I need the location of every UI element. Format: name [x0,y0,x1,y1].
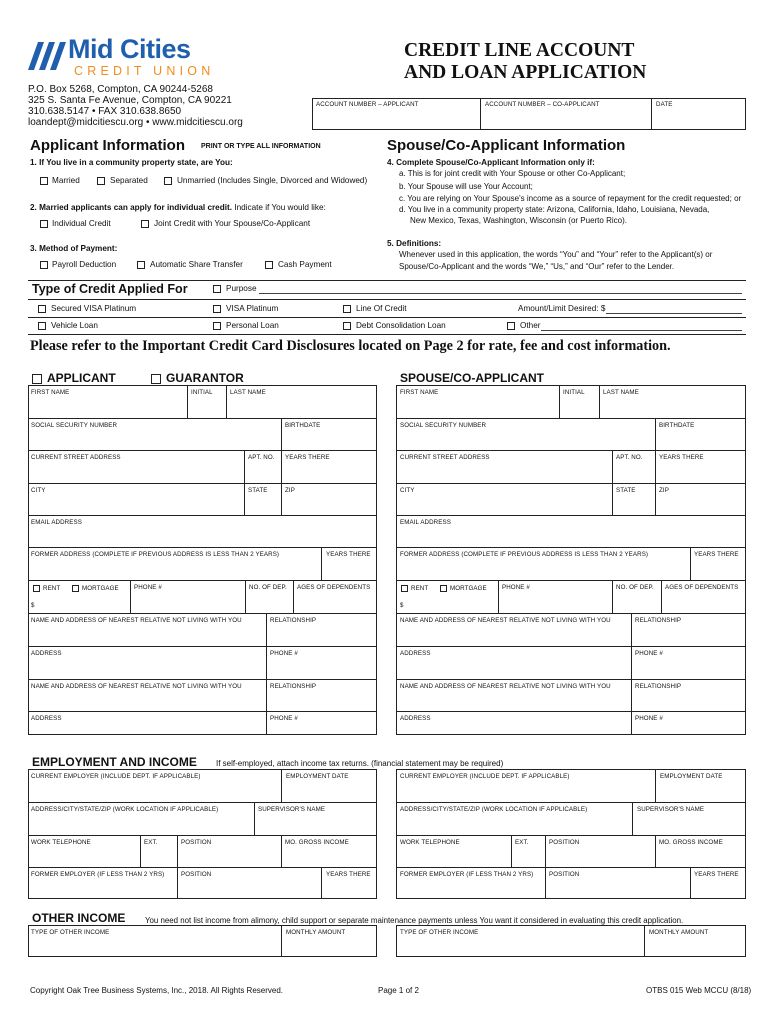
spouse-gross-income-field[interactable]: MO. GROSS INCOME [659,839,723,846]
account-number-coapplicant-field[interactable]: ACCOUNT NUMBER – CO-APPLICANT [485,101,600,108]
applicant-relative1-phone-field[interactable]: PHONE # [270,650,298,657]
visa-platinum-label: VISA Platinum [226,304,279,313]
purpose-checkbox[interactable] [213,285,221,293]
applicant-apt-field[interactable]: APT. NO. [248,454,275,461]
spouse-ages-dep-field[interactable]: AGES OF DEPENDENTS [665,584,739,591]
applicant-information-heading: Applicant Information [30,137,185,154]
question-2-rest: Indicate if You would like: [232,203,326,212]
line-of-credit-checkbox[interactable] [343,305,351,313]
spouse-relative2-address-field[interactable]: ADDRESS [400,715,431,722]
print-note: PRINT OR TYPE ALL INFORMATION [201,143,321,150]
applicant-rent-amount[interactable]: $ [31,602,35,609]
cash-payment-checkbox[interactable] [265,261,273,269]
logo-name: Mid Cities [68,34,191,64]
applicant-checkbox[interactable] [32,374,42,384]
applicant-num-dep-field[interactable]: NO. OF DEP. [249,584,287,591]
spouse-work-address-field[interactable]: ADDRESS/CITY/STATE/ZIP (WORK LOCATION IF APPLICABLE) [400,806,588,813]
guarantor-heading: GUARANTOR [166,371,244,385]
question-4-a: a. This is for joint credit with Your Spouse or other Co-Applicant; [399,169,626,178]
disclosure-notice: Please refer to the Important Credit Card Disclosures located on Page 2 for rate, fee and cost information. [30,338,671,354]
applicant-emp-date-field[interactable]: EMPLOYMENT DATE [286,773,349,780]
applicant-former-address-field[interactable]: FORMER ADDRESS (COMPLETE IF PREVIOUS ADDRESS IS LESS THAN 2 YEARS) [31,551,280,558]
debt-consolidation-label: Debt Consolidation Loan [356,321,446,330]
amount-desired-label: Amount/Limit Desired: $ [518,304,606,313]
payroll-deduction-checkbox[interactable] [40,261,48,269]
spouse-heading: SPOUSE/CO-APPLICANT [400,371,545,385]
applicant-employment-grid [28,769,377,899]
personal-loan-label: Personal Loan [226,321,279,330]
spouse-former-position-field[interactable]: POSITION [549,871,580,878]
spouse-state-field[interactable]: STATE [616,487,636,494]
spouse-relative2-phone-field[interactable]: PHONE # [635,715,663,722]
logo [24,36,234,80]
date-field[interactable]: DATE [656,101,673,108]
other-income-note: You need not list income from alimony, child support or separate maintenance payments unless You want it considered in evaluating this credit application. [145,916,684,925]
applicant-other-income-amount-field[interactable]: MONTHLY AMOUNT [286,929,346,936]
secured-visa-label: Secured VISA Platinum [51,304,137,313]
individual-credit-checkbox[interactable] [40,220,48,228]
email-web: loandept@midcitiescu.org • www.midcitiescu.org [28,117,243,128]
automatic-share-transfer-label: Automatic Share Transfer [150,260,243,269]
definitions-line2: Spouse/Co-Applicant and the words “We,” “Us,” and “Our” refer to the Lender. [399,262,675,271]
other-line[interactable] [541,330,742,331]
spouse-zip-field[interactable]: ZIP [659,487,669,494]
applicant-email-field[interactable]: EMAIL ADDRESS [31,519,82,526]
question-4-b: b. Your Spouse will use Your Account; [399,182,533,191]
spouse-work-phone-field[interactable]: WORK TELEPHONE [400,839,460,846]
spouse-years-there-field[interactable]: YEARS THERE [659,454,704,461]
question-5: 5. Definitions: [387,239,442,248]
payroll-deduction-label: Payroll Deduction [52,260,117,269]
spouse-ext-field[interactable]: EXT. [515,839,529,846]
other-label: Other [520,321,541,330]
spouse-rent-checkbox[interactable] [401,585,408,592]
spouse-supervisor-field[interactable]: SUPERVISOR'S NAME [637,806,705,813]
spouse-former-years-field[interactable]: YEARS THERE [694,551,739,558]
visa-platinum-checkbox[interactable] [213,305,221,313]
applicant-position-field[interactable]: POSITION [181,839,212,846]
other-checkbox[interactable] [507,322,515,330]
vehicle-loan-checkbox[interactable] [38,322,46,330]
applicant-employer-field[interactable]: CURRENT EMPLOYER (INCLUDE DEPT. IF APPLICABLE) [31,773,201,780]
applicant-years-there-field[interactable]: YEARS THERE [285,454,330,461]
applicant-relationship1-field[interactable]: RELATIONSHIP [270,617,317,624]
question-1: 1. If You live in a community property state, are You: [30,158,233,167]
employment-note: If self-employed, attach income tax returns. (financial statement may be required) [216,759,504,768]
spouse-rent-amount[interactable]: $ [400,602,404,609]
spouse-former-years-field-emp[interactable]: YEARS THERE [694,871,739,878]
applicant-last-name-field[interactable]: LAST NAME [230,389,266,396]
cash-payment-label: Cash Payment [278,260,332,269]
spouse-relative2-field[interactable]: NAME AND ADDRESS OF NEAREST RELATIVE NOT LIVING WITH YOU [400,683,611,690]
applicant-phone-field[interactable]: PHONE # [134,584,162,591]
applicant-former-position-field[interactable]: POSITION [181,871,212,878]
applicant-gross-income-field[interactable]: MO. GROSS INCOME [285,839,349,846]
footer-page-number: Page 1 of 2 [378,986,419,995]
definitions-line1: Whenever used in this application, the words “You” and “Your” refer to the Applicant(s) or [399,250,713,259]
amount-desired-line[interactable] [606,313,742,314]
guarantor-checkbox[interactable] [151,374,161,384]
spouse-city-field[interactable]: CITY [400,487,415,494]
question-4-c: c. You are relying on Your Spouse's income as a source of repayment for the credit requested; or [399,194,742,203]
spouse-position-field[interactable]: POSITION [549,839,580,846]
applicant-former-years-field-emp[interactable]: YEARS THERE [326,871,371,878]
spouse-relationship1-field[interactable]: RELATIONSHIP [635,617,682,624]
spouse-relative1-field[interactable]: NAME AND ADDRESS OF NEAREST RELATIVE NOT LIVING WITH YOU [400,617,611,624]
address-line1: P.O. Box 5268, Compton, CA 90244-5268 [28,84,213,95]
personal-loan-checkbox[interactable] [213,322,221,330]
applicant-rent-checkbox[interactable] [33,585,40,592]
applicant-mortgage-label: MORTGAGE [82,585,119,592]
spouse-information-heading: Spouse/Co-Applicant Information [387,137,626,154]
spouse-phone-field[interactable]: PHONE # [502,584,530,591]
applicant-relative1-field[interactable]: NAME AND ADDRESS OF NEAREST RELATIVE NOT LIVING WITH YOU [31,617,242,624]
spouse-former-address-field[interactable]: FORMER ADDRESS (COMPLETE IF PREVIOUS ADDRESS IS LESS THAN 2 YEARS) [400,551,649,558]
unmarried-label: Unmarried (Includes Single, Divorced and Widowed) [177,176,368,185]
applicant-ext-field[interactable]: EXT. [144,839,158,846]
spouse-street-field[interactable]: CURRENT STREET ADDRESS [400,454,490,461]
question-3: 3. Method of Payment: [30,244,118,253]
question-4-d: d. You live in a community property state: Arizona, California, Idaho, Louisiana, Nevada, [399,205,710,214]
secured-visa-checkbox[interactable] [38,305,46,313]
credit-type-heading: Type of Credit Applied For [32,282,188,296]
spouse-last-name-field[interactable]: LAST NAME [603,389,639,396]
question-2 [30,203,326,212]
married-checkbox[interactable] [40,177,48,185]
applicant-initial-field[interactable]: INITIAL [191,389,213,396]
form-title-line2: AND LOAN APPLICATION [404,62,647,83]
applicant-relative2-field[interactable]: NAME AND ADDRESS OF NEAREST RELATIVE NOT LIVING WITH YOU [31,683,242,690]
applicant-street-field[interactable]: CURRENT STREET ADDRESS [31,454,121,461]
phone-fax: 310.638.5147 • FAX 310.638.8650 [28,106,182,117]
separated-label: Separated [110,176,148,185]
separated-checkbox[interactable] [97,177,105,185]
spouse-employment-grid [396,769,746,899]
spouse-relative1-address-field[interactable]: ADDRESS [400,650,431,657]
spouse-rent-label: RENT [411,585,429,592]
logo-mark-icon [24,38,68,72]
applicant-former-employer-field[interactable]: FORMER EMPLOYER (IF LESS THAN 2 YRS) [31,871,165,878]
spouse-initial-field[interactable]: INITIAL [563,389,585,396]
account-number-applicant-field[interactable]: ACCOUNT NUMBER – APPLICANT [316,101,419,108]
applicant-mortgage-checkbox[interactable] [72,585,79,592]
applicant-work-address-field[interactable]: ADDRESS/CITY/STATE/ZIP (WORK LOCATION IF APPLICABLE) [31,806,219,813]
applicant-work-phone-field[interactable]: WORK TELEPHONE [31,839,91,846]
spouse-employer-field[interactable]: CURRENT EMPLOYER (INCLUDE DEPT. IF APPLICABLE) [400,773,570,780]
question-2-bold: 2. Married applicants can apply for individual credit. [30,203,233,212]
applicant-other-income-type-field[interactable]: TYPE OF OTHER INCOME [31,929,110,936]
spouse-birthdate-field[interactable]: BIRTHDATE [659,422,695,429]
spouse-relationship2-field[interactable]: RELATIONSHIP [635,683,682,690]
applicant-ssn-field[interactable]: SOCIAL SECURITY NUMBER [31,422,118,429]
applicant-zip-field[interactable]: ZIP [285,487,295,494]
applicant-state-field[interactable]: STATE [248,487,268,494]
applicant-relative2-phone-field[interactable]: PHONE # [270,715,298,722]
footer-copyright: Copyright Oak Tree Business Systems, Inc., 2018. All Rights Reserved. [30,986,283,995]
applicant-first-name-field[interactable]: FIRST NAME [31,389,70,396]
applicant-ages-dep-field[interactable]: AGES OF DEPENDENTS [297,584,371,591]
purpose-label: Purpose [226,284,257,293]
spouse-num-dep-field[interactable]: NO. OF DEP. [616,584,654,591]
spouse-emp-date-field[interactable]: EMPLOYMENT DATE [660,773,723,780]
spouse-other-income-type-field[interactable]: TYPE OF OTHER INCOME [400,929,479,936]
spouse-relative1-phone-field[interactable]: PHONE # [635,650,663,657]
address-line2: 325 S. Santa Fe Avenue, Compton, CA 90221 [28,95,232,106]
purpose-line[interactable] [259,293,742,294]
line-of-credit-label: Line Of Credit [356,304,407,313]
applicant-supervisor-field[interactable]: SUPERVISOR'S NAME [258,806,326,813]
vehicle-loan-label: Vehicle Loan [51,321,98,330]
spouse-mortgage-label: MORTGAGE [450,585,487,592]
unmarried-checkbox[interactable] [164,177,172,185]
spouse-apt-field[interactable]: APT. NO. [616,454,643,461]
spouse-mortgage-checkbox[interactable] [440,585,447,592]
applicant-city-field[interactable]: CITY [31,487,46,494]
question-4-d-cont: New Mexico, Texas, Washington, Wisconsin (or Puerto Rico). [410,216,627,225]
automatic-share-transfer-checkbox[interactable] [137,261,145,269]
logo-subtitle: CREDIT UNION [74,64,215,78]
applicant-heading: APPLICANT [47,371,116,385]
applicant-relative2-address-field[interactable]: ADDRESS [31,715,62,722]
question-4: 4. Complete Spouse/Co-Applicant Information only if: [387,158,595,167]
individual-credit-label: Individual Credit [52,219,111,228]
spouse-other-income-amount-field[interactable]: MONTHLY AMOUNT [649,929,709,936]
applicant-former-years-field[interactable]: YEARS THERE [326,551,371,558]
spouse-ssn-field[interactable]: SOCIAL SECURITY NUMBER [400,422,487,429]
spouse-first-name-field[interactable]: FIRST NAME [400,389,439,396]
applicant-relationship2-field[interactable]: RELATIONSHIP [270,683,317,690]
debt-consolidation-checkbox[interactable] [343,322,351,330]
applicant-birthdate-field[interactable]: BIRTHDATE [285,422,321,429]
form-title-line1: CREDIT LINE ACCOUNT [404,40,635,61]
applicant-relative1-address-field[interactable]: ADDRESS [31,650,62,657]
employment-heading: EMPLOYMENT AND INCOME [32,755,197,769]
applicant-rent-label: RENT [43,585,61,592]
other-income-heading: OTHER INCOME [32,911,126,925]
footer-form-id: OTBS 015 Web MCCU (8/18) [646,986,752,995]
joint-credit-label: Joint Credit with Your Spouse/Co-Applicant [154,219,311,228]
joint-credit-checkbox[interactable] [141,220,149,228]
married-label: Married [52,176,80,185]
spouse-email-field[interactable]: EMAIL ADDRESS [400,519,451,526]
spouse-former-employer-field[interactable]: FORMER EMPLOYER (IF LESS THAN 2 YRS) [400,871,534,878]
